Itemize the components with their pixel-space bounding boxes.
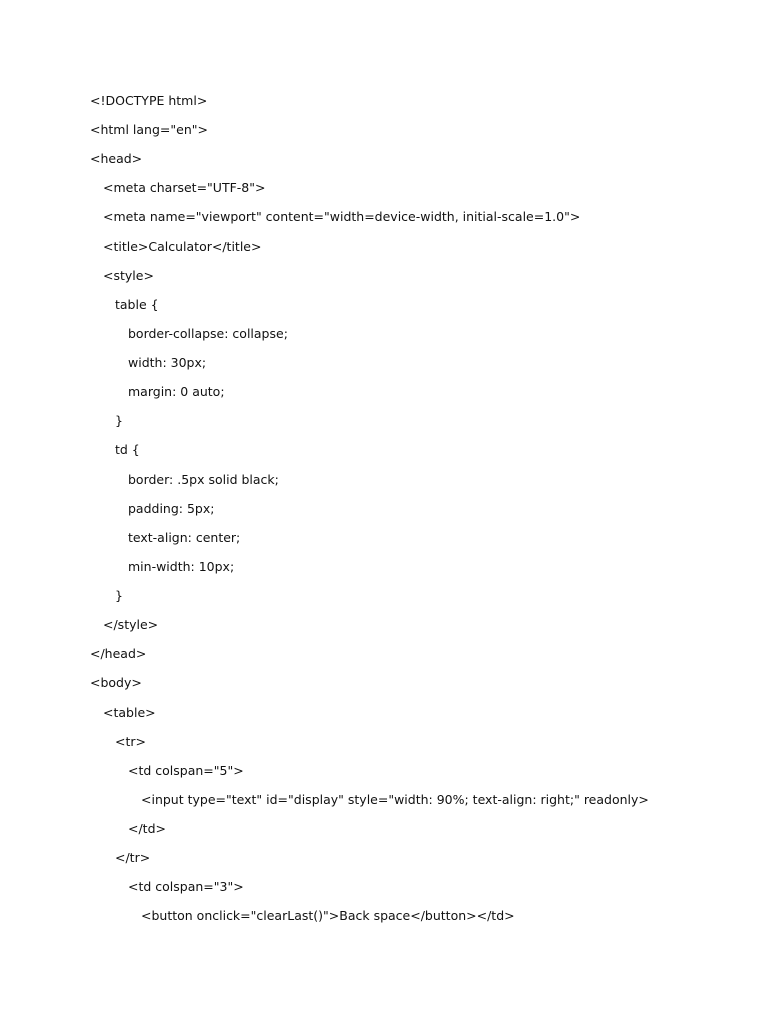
code-line: table { xyxy=(115,297,159,312)
code-line: width: 30px; xyxy=(128,355,207,370)
code-line: <body> xyxy=(90,675,142,690)
code-line: <html lang="en"> xyxy=(90,122,208,137)
code-line: td { xyxy=(115,442,140,457)
code-line: <style> xyxy=(103,268,154,283)
code-line: <tr> xyxy=(115,734,146,749)
code-line: </style> xyxy=(103,617,159,632)
code-line: <meta name="viewport" content="width=device-width, initial-scale=1.0"> xyxy=(103,209,581,224)
code-line: </head> xyxy=(90,646,147,661)
code-line: <title>Calculator</title> xyxy=(103,239,262,254)
code-line: <td colspan="5"> xyxy=(128,763,244,778)
code-line: </td> xyxy=(128,821,166,836)
code-line: <meta charset="UTF-8"> xyxy=(103,180,266,195)
code-line: text-align: center; xyxy=(128,530,241,545)
code-line: <head> xyxy=(90,151,143,166)
code-line: <td colspan="3"> xyxy=(128,879,244,894)
code-line: min-width: 10px; xyxy=(128,559,235,574)
code-line: </tr> xyxy=(115,850,151,865)
code-line: <button onclick="clearLast()">Back space</button></td> xyxy=(141,908,515,923)
code-line: margin: 0 auto; xyxy=(128,384,225,399)
code-line: <input type="text" id="display" style="width: 90%; text-align: right;" readonly> xyxy=(141,792,649,807)
code-line: border-collapse: collapse; xyxy=(128,326,288,341)
code-line: } xyxy=(115,588,123,603)
code-line: <table> xyxy=(103,705,156,720)
code-line: padding: 5px; xyxy=(128,501,215,516)
code-line: border: .5px solid black; xyxy=(128,472,279,487)
code-line: } xyxy=(115,413,123,428)
code-line: <!DOCTYPE html> xyxy=(90,93,208,108)
